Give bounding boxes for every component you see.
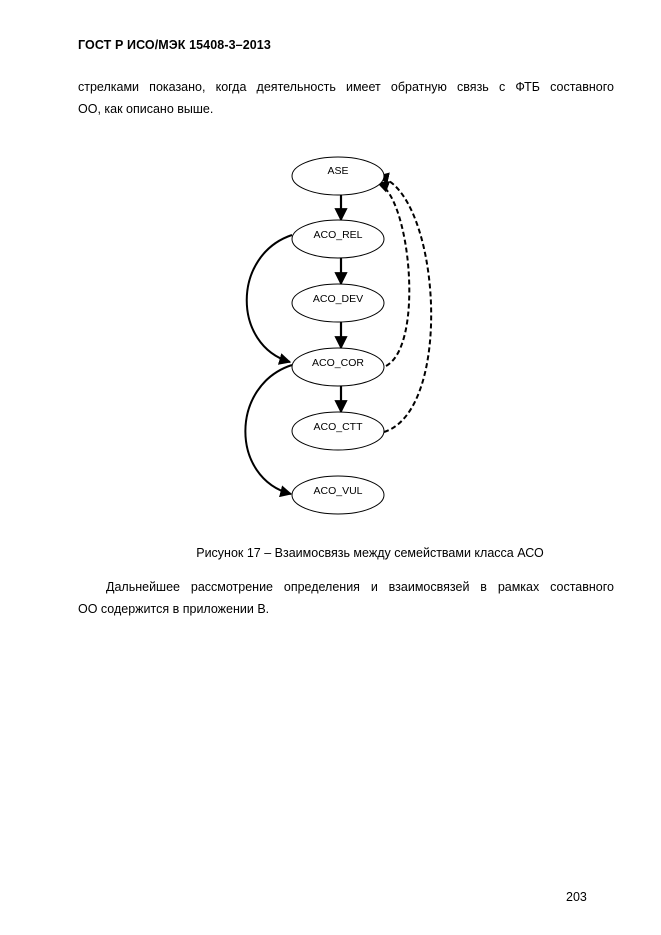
node-aco-vul-label: ACO_VUL (313, 485, 363, 497)
node-aco-cor-label: ACO_COR (312, 357, 364, 369)
edge-aco-cor-ase-dashed (378, 183, 409, 366)
paragraph-conclusion-line2: ОО содержится в приложении В. (78, 602, 270, 616)
node-ase-label: ASE (327, 165, 349, 177)
node-aco-cor (292, 348, 384, 386)
node-aco-dev-label: ACO_DEV (312, 293, 364, 305)
edge-aco-ctt-ase-dashed (378, 176, 431, 432)
node-aco-rel (292, 220, 384, 258)
node-aco-vul (292, 476, 384, 514)
paragraph-intro-line2: ОО, как описано выше. (78, 102, 214, 116)
paragraph-intro-line1: стрелками показано, когда деятельность имеет обратную связь с ФТБ составного (78, 80, 614, 94)
node-ase (292, 157, 384, 195)
node-aco-ctt-label: ACO_CTT (313, 421, 363, 433)
page-number: 203 (566, 890, 587, 904)
paragraph-conclusion-line1: Дальнейшее рассмотрение определения и взаимосвязей в рамках составного (106, 580, 614, 594)
figure-caption: Рисунок 17 – Взаимосвязь между семействами класса АСО (196, 546, 544, 560)
node-aco-ctt (292, 412, 384, 450)
node-aco-rel-label: ACO_REL (313, 229, 363, 241)
edge-aco-cor-aco-vul (245, 365, 292, 494)
node-aco-dev (292, 284, 384, 322)
paragraph-conclusion (78, 576, 614, 620)
document-header: ГОСТ Р ИСО/МЭК 15408-3–2013 (78, 38, 271, 52)
edge-aco-rel-aco-cor (247, 235, 292, 362)
